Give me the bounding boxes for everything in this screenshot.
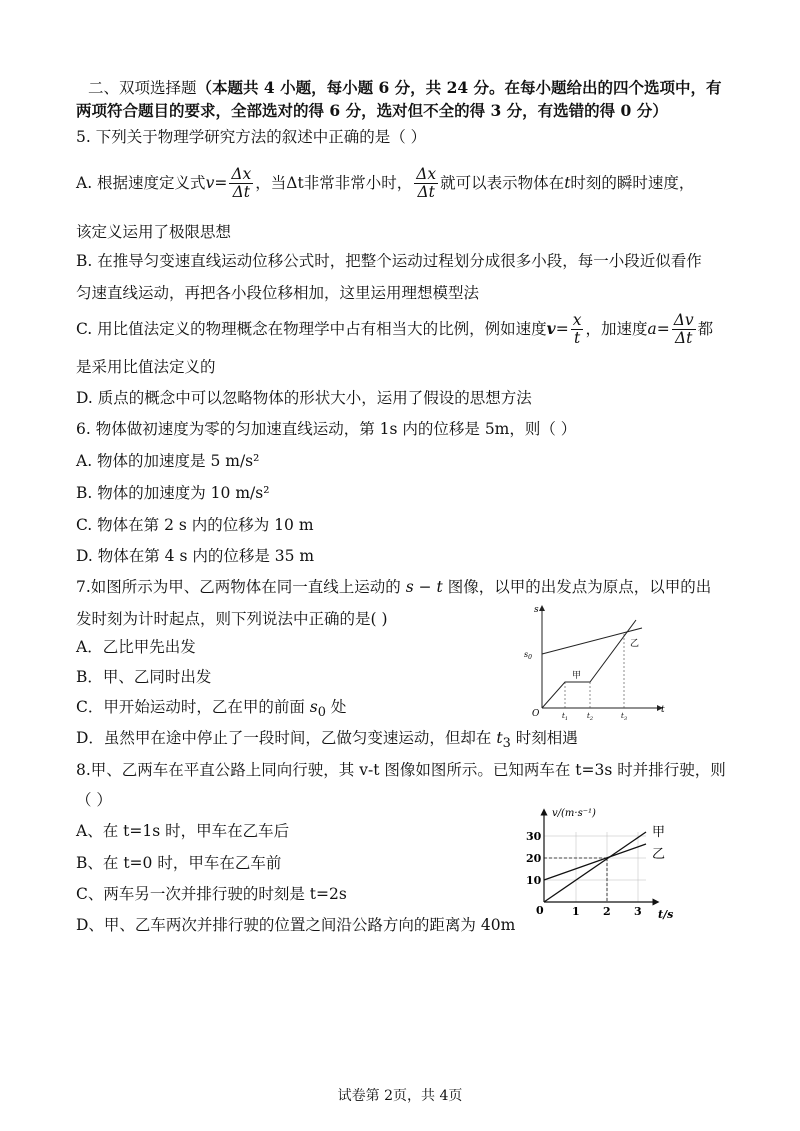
q7-stem-text: 7.如图所示为甲、乙两物体在同一直线上运动的 (76, 578, 406, 596)
q8-line-yi (544, 844, 646, 880)
q5-option-b-line2: 匀速直线运动，再把各小段位移相加，这里运用理想模型法 (76, 284, 480, 302)
q7-d-sub: 3 (502, 736, 511, 752)
q7-t3-label: $t_3$ (621, 712, 628, 722)
q7-option-b: B．甲、乙同时出发 (76, 668, 212, 686)
q8-option-a: A、在 t=1s 时，甲车在乙车后 (76, 822, 290, 840)
q7-st-graph (520, 600, 670, 725)
q5-option-a-line2: 该定义运用了极限思想 (76, 223, 232, 241)
q8-label-yi: 乙 (652, 847, 666, 862)
q7-c-sub: 0 (317, 705, 326, 721)
q8-option-c: C、两车另一次并排行驶的时刻是 t=2s (76, 885, 347, 903)
q5-c-fraction (571, 312, 584, 347)
q5-a-var: v (205, 174, 215, 192)
q7-y-axis-label: s (534, 605, 539, 615)
q5-c-text: 都 (697, 320, 714, 338)
q5-option-b-line1: B. 在推导匀变速直线运动位移公式时，把整个运动过程划分成很多小段，每一小段近似看作 (76, 252, 702, 270)
q7-t1-label: $t_1$ (562, 712, 569, 722)
frac-num: x (572, 310, 582, 329)
q5-a-var: t (564, 174, 571, 192)
q8-option-b: B、在 t=0 时，甲车在乙车前 (76, 854, 282, 872)
q5-option-c-line2: 是采用比值法定义的 (76, 358, 216, 376)
q8-x-tick-1: 1 (572, 905, 580, 918)
q7-stem-var: t (436, 578, 443, 596)
q7-stem-line1 (76, 577, 711, 597)
q5-a-dt: Δt (286, 174, 304, 192)
q7-stem-text: 图像，以甲的出发点为原点，以甲的出 (442, 578, 712, 596)
q6-option-c: C. 物体在第 2 s 内的位移为 10 m (76, 516, 314, 534)
q5-c-text: ，加速度 (585, 320, 648, 338)
q8-x-tick-2: 2 (603, 905, 611, 918)
page-footer: 试卷第 2页，共 4页 (337, 1088, 463, 1104)
q7-option-c (76, 697, 346, 723)
q8-origin-label: 0 (536, 904, 544, 917)
frac-den: t (573, 328, 581, 347)
q5-stem: 5. 下列关于物理学研究方法的叙述中正确的是（ ） (76, 128, 427, 146)
q6-option-b: B. 物体的加速度为 10 m/s² (76, 484, 270, 502)
q8-x-axis-label: t/s (658, 908, 674, 921)
q8-line-jia (544, 832, 646, 902)
frac-num: Δx (231, 164, 252, 183)
q7-t2-label: $t_2$ (587, 712, 594, 722)
q6-option-a: A. 物体的加速度是 5 m/s² (76, 452, 260, 470)
section-title: 二、双项选择题 (88, 79, 197, 97)
q7-option-a: A．乙比甲先出发 (76, 638, 196, 656)
q7-stem-var: s (405, 578, 414, 596)
q8-stem-line1: 8.甲、乙两车在平直公路上同向行驶，其 v-t 图像如图所示。已知两车在 t=3s 时并排行驶，则 (76, 761, 726, 779)
q7-label-yi: 乙 (630, 639, 640, 649)
q8-y-tick-20: 20 (526, 852, 542, 865)
q7-d-text: 时刻相遇 (510, 729, 578, 747)
q8-y-axis-label: v/(m·s⁻¹) (552, 808, 596, 819)
q7-line-yi (542, 628, 642, 654)
q7-s0-label: $s_0$ (524, 650, 532, 661)
q7-x-axis-label: t (661, 705, 665, 715)
q5-c-var: a (647, 320, 657, 338)
q5-c-text: C. 用比值法定义的物理概念在物理学中占有相当大的比例，例如速度 (76, 320, 547, 338)
q5-a-text: 非常非常小时， (303, 174, 413, 192)
q5-c-fraction (672, 312, 696, 347)
q8-label-jia: 甲 (652, 825, 666, 840)
q7-origin-label: O (532, 709, 540, 719)
q8-option-d: D、甲、乙车两次并排行驶的位置之间沿公路方向的距离为 40m (76, 916, 516, 934)
frac-den: Δt (674, 328, 693, 347)
q6-option-d: D. 物体在第 4 s 内的位移是 35 m (76, 547, 315, 565)
q5-option-d: D. 质点的概念中可以忽略物体的形状大小，运用了假设的思想方法 (76, 389, 532, 407)
q7-option-d (76, 728, 578, 754)
section-heading (88, 78, 722, 98)
frac-num: Δx (416, 164, 437, 183)
q5-c-eq: = (555, 320, 569, 338)
q8-x-tick-3: 3 (634, 905, 642, 918)
q8-y-tick-30: 30 (526, 830, 542, 843)
frac-num: Δv (673, 310, 694, 329)
q8-y-tick-10: 10 (526, 874, 542, 887)
q5-a-text: 时刻的瞬时速度， (570, 174, 695, 192)
frac-den: Δt (417, 182, 435, 201)
q7-d-var: t (496, 729, 503, 747)
q5-option-c (76, 310, 713, 348)
q5-a-text: 就可以表示物体在 (440, 174, 565, 192)
section-rule-line1: （本题共 4 小题，每小题 6 分，共 24 分。在每小题给出的四个选项中，有 (196, 78, 722, 97)
q5-a-text: ，当 (255, 174, 287, 192)
q7-c-var: s (309, 698, 318, 716)
q5-c-var: v (546, 319, 556, 338)
q8-vt-graph (520, 802, 690, 928)
q7-c-text: 处 (325, 698, 347, 716)
frac-den: Δt (232, 182, 251, 201)
q6-stem: 6. 物体做初速度为零的匀加速直线运动，第 1s 内的位移是 5m，则（ ） (76, 420, 577, 438)
q7-stem-line2: 发时刻为计时起点，则下列说法中正确的是( ) (76, 610, 388, 628)
q5-a-eq: = (214, 174, 228, 192)
q7-stem-text: − (413, 578, 437, 596)
q7-c-text: C．甲开始运动时，乙在甲的前面 (76, 698, 310, 716)
q5-a-text: A. 根据速度定义式 (76, 174, 206, 192)
q7-d-text: D．虽然甲在途中停止了一段时间，乙做匀变速运动，但却在 (76, 729, 497, 747)
q8-stem-line2: （ ） (76, 791, 112, 809)
section-rule-line2: 两项符合题目的要求，全部选对的得 6 分，选对但不全的得 3 分，有选错的得 0 分） (76, 101, 668, 120)
q5-c-eq: = (656, 320, 670, 338)
q5-a-fraction (414, 166, 438, 201)
q7-label-jia: 甲 (572, 671, 582, 681)
q5-a-fraction (229, 166, 253, 201)
q5-option-a (76, 164, 694, 202)
